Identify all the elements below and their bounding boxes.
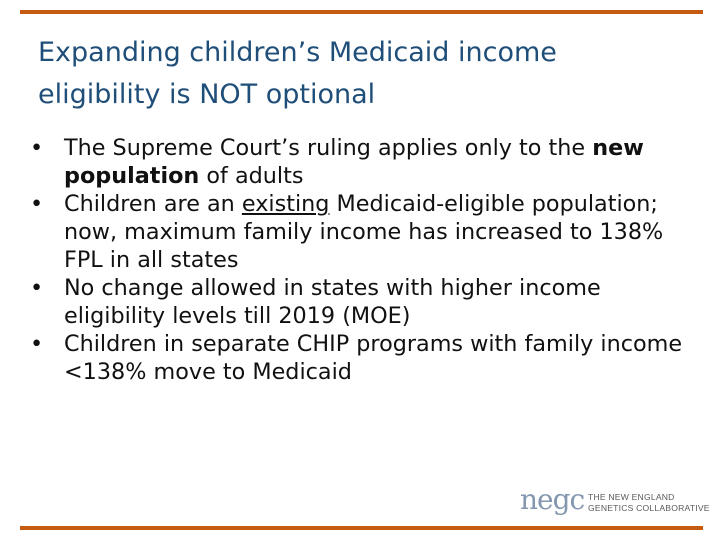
bullet-icon: •	[30, 191, 44, 217]
bullet-text-segment: Children are an	[64, 191, 242, 217]
slide-title: Expanding children’s Medicaid income eligibility is NOT optional	[38, 37, 557, 110]
bottom-divider	[20, 526, 703, 530]
bullet-icon: •	[30, 275, 44, 301]
bullet-icon: •	[30, 331, 44, 357]
bullet-item	[28, 330, 693, 386]
negc-logo	[520, 483, 710, 517]
logo-wordmark	[588, 492, 710, 514]
bullet-item	[28, 134, 693, 190]
logo-line-1: THE NEW ENGLAND	[588, 492, 675, 502]
bullet-item	[28, 190, 693, 274]
bullet-icon: •	[30, 135, 44, 161]
logo-line-2: GENETICS COLLABORATIVE	[588, 503, 710, 513]
top-divider	[20, 10, 703, 14]
bullet-text-segment: Medicaid-eligible population; now, maximum family income has increased to 138% FPL in all states	[64, 191, 664, 273]
bullet-text-segment: No change allowed in states with higher income eligibility levels till 2019 (MOE)	[64, 275, 601, 329]
bullet-item	[28, 274, 693, 330]
bullet-text-segment: The Supreme Court’s ruling applies only to the	[64, 135, 593, 161]
bullet-bold-text: new population	[64, 135, 644, 189]
bullet-text-segment: of adults	[199, 163, 304, 189]
bullet-underlined-text: existing	[241, 191, 330, 217]
logo-mark: negc	[520, 483, 585, 516]
bullet-list	[28, 134, 693, 386]
bullet-text-segment: Children in separate CHIP programs with family income <138% move to Medicaid	[64, 331, 683, 385]
